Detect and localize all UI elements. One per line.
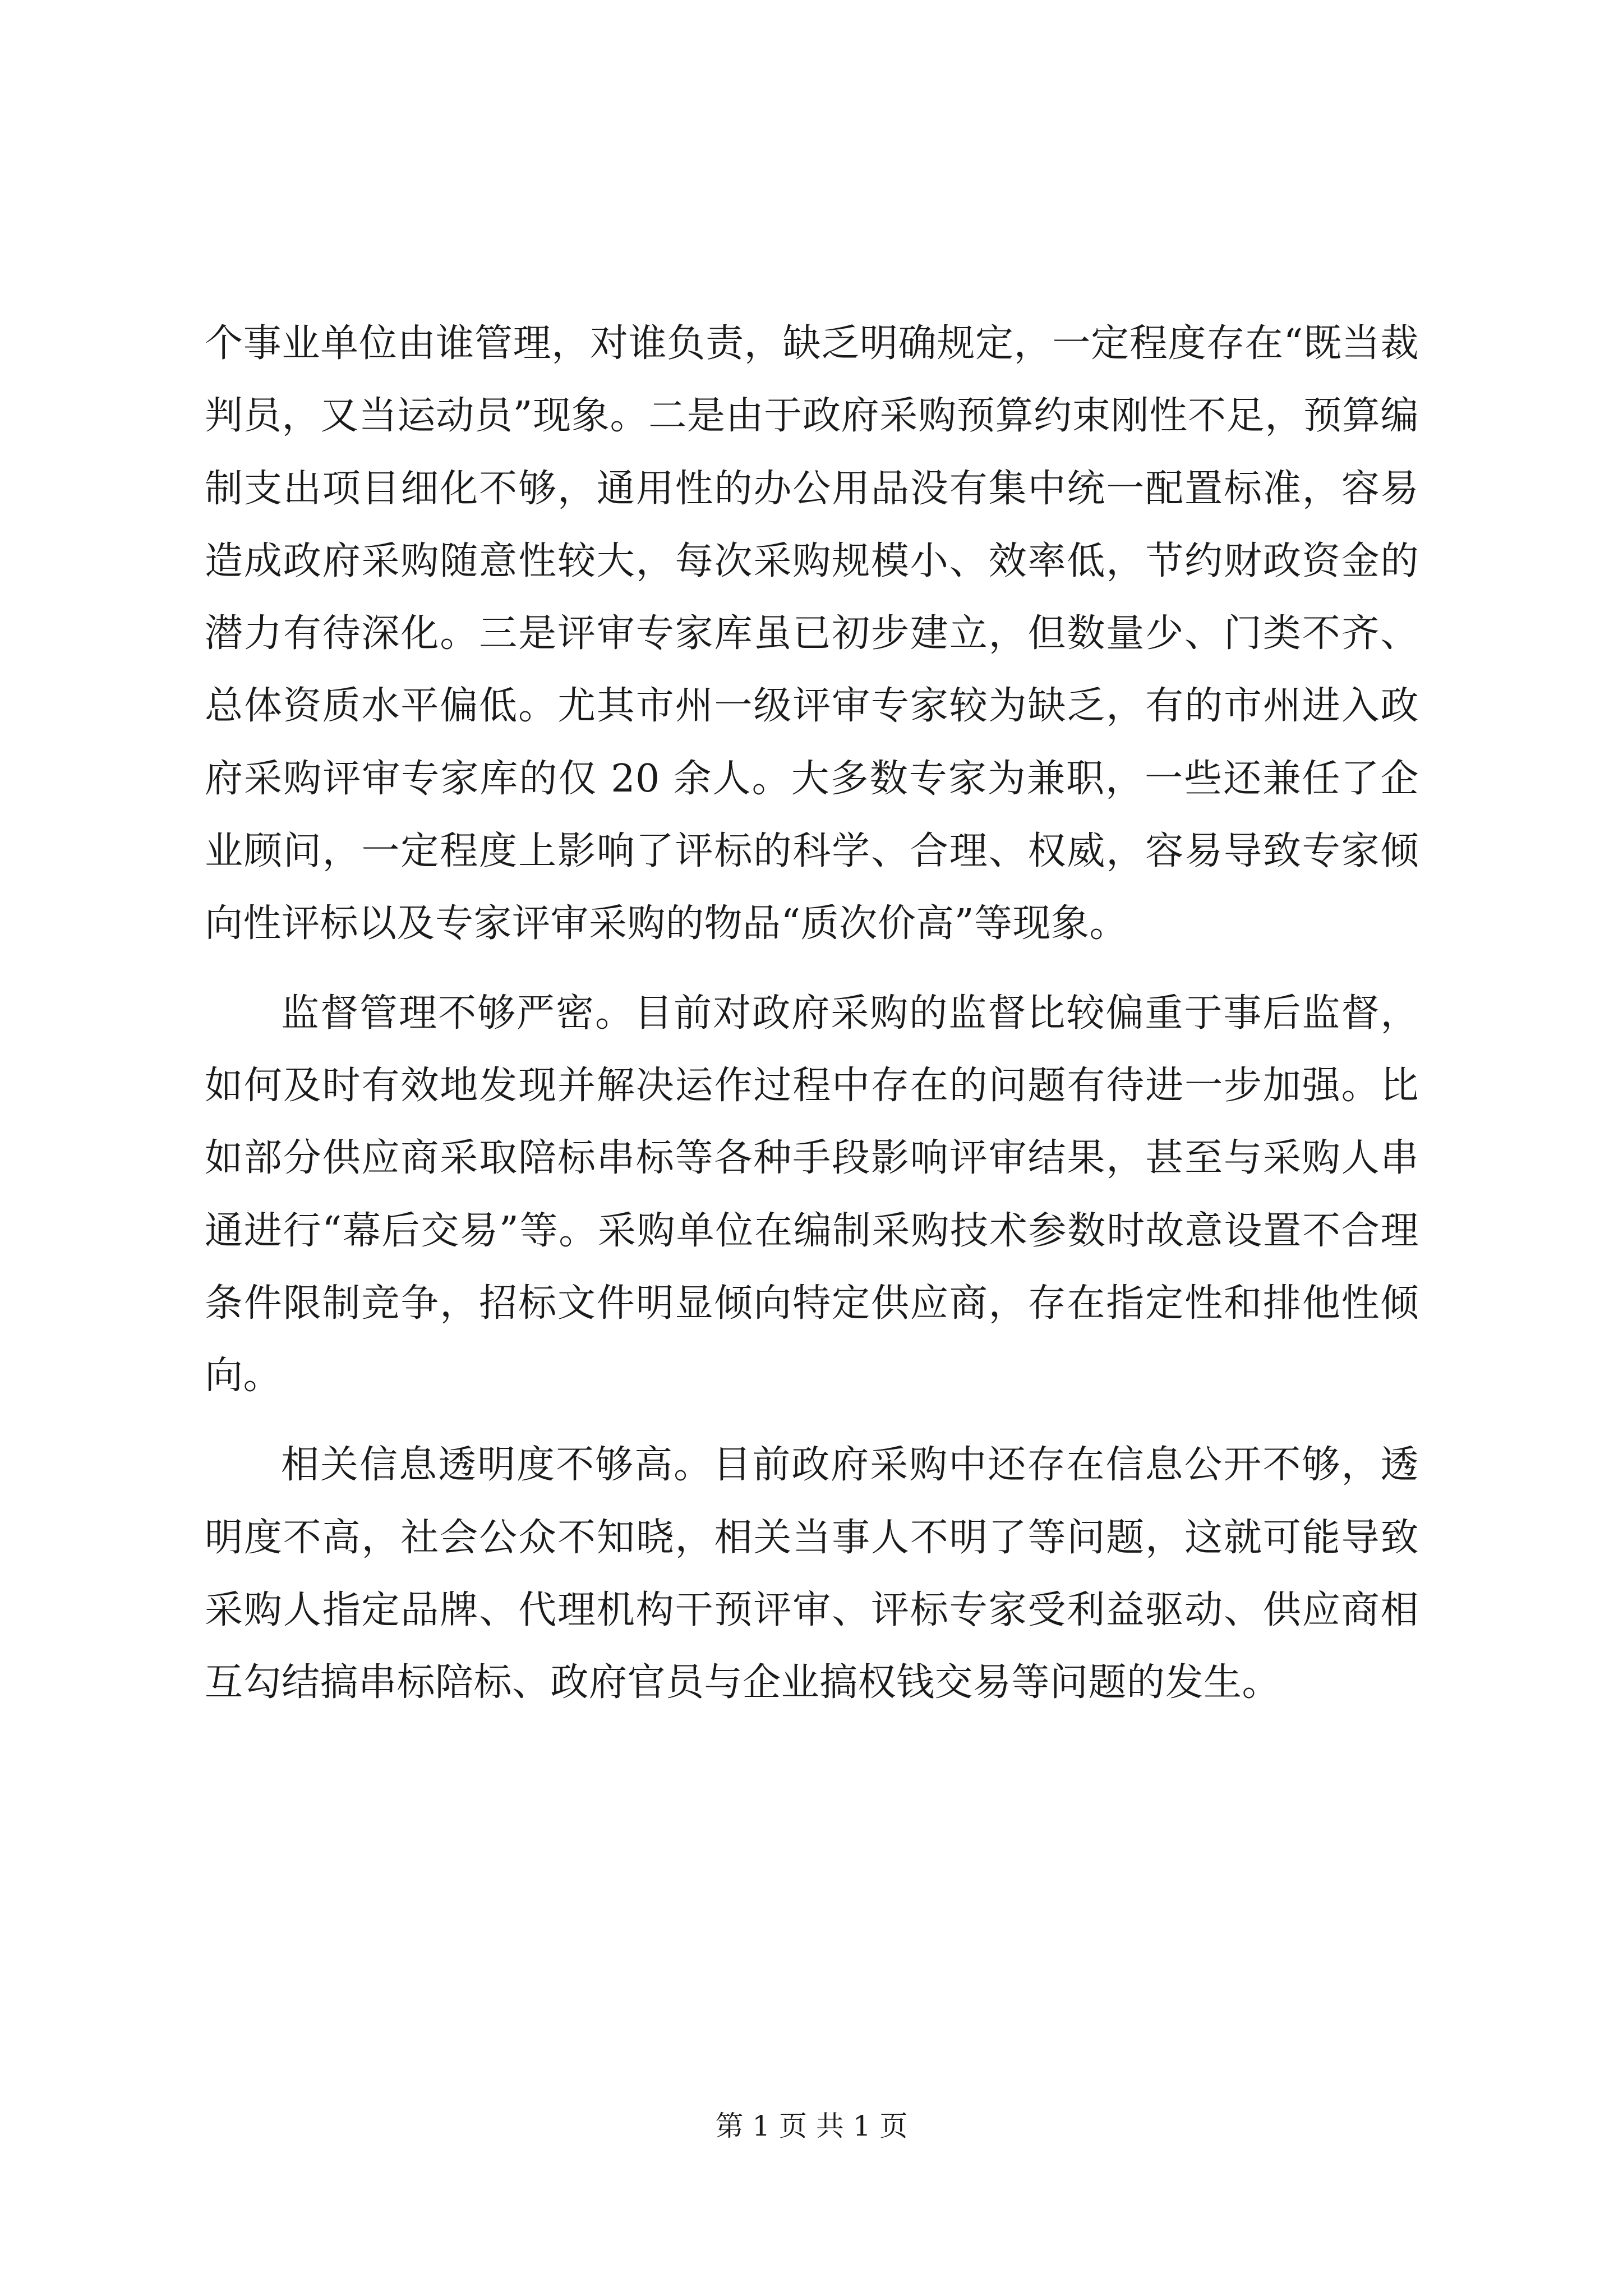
paragraph-transparency: 相关信息透明度不够高。目前政府采购中还存在信息公开不够，透明度不高，社会公众不知晓，相关当事人不明了等问题，这就可能导致采购人指定品牌、代理机构干预评审、评标专家受利益驱动、供应商相互勾结搞串标陪标、政府官员与企业搞权钱交易等问题的发生。 (205, 1443, 1419, 1705)
paragraph-continuation: 个事业单位由谁管理，对谁负责，缺乏明确规定，一定程度存在“既当裁判员，又当运动员”现象。二是由于政府采购预算约束刚性不足，预算编制支出项目细化不够，通用性的办公用品没有集中统一配置标准，容易造成政府采购随意性较大，每次采购规模小、效率低，节约财政资金的潜力有待深化。三是评审专家库虽已初步建立，但数量少、门类不齐、总体资质水平偏低。尤其市州一级评审专家较为缺乏，有的市州进入政府采购评审专家库的仅 20 余人。大多数专家为兼职，一些还兼任了企业顾问，一定程度上影响了评标的科学、合理、权威，容易导致专家倾向性评标以及专家评审采购的物品“质次价高”等现象。 (205, 321, 1419, 946)
paragraph-supervision: 监督管理不够严密。目前对政府采购的监督比较偏重于事后监督，如何及时有效地发现并解决运作过程中存在的问题有待进一步加强。比如部分供应商采取陪标串标等各种手段影响评审结果，甚至与采购人串通进行“幕后交易”等。采购单位在编制采购技术参数时故意设置不合理条件限制竞争，招标文件明显倾向特定供应商，存在指定性和排他性倾向。 (205, 991, 1419, 1398)
page-footer: 第 1 页 共 1 页 (715, 2110, 908, 2142)
document-body (205, 307, 1419, 1736)
